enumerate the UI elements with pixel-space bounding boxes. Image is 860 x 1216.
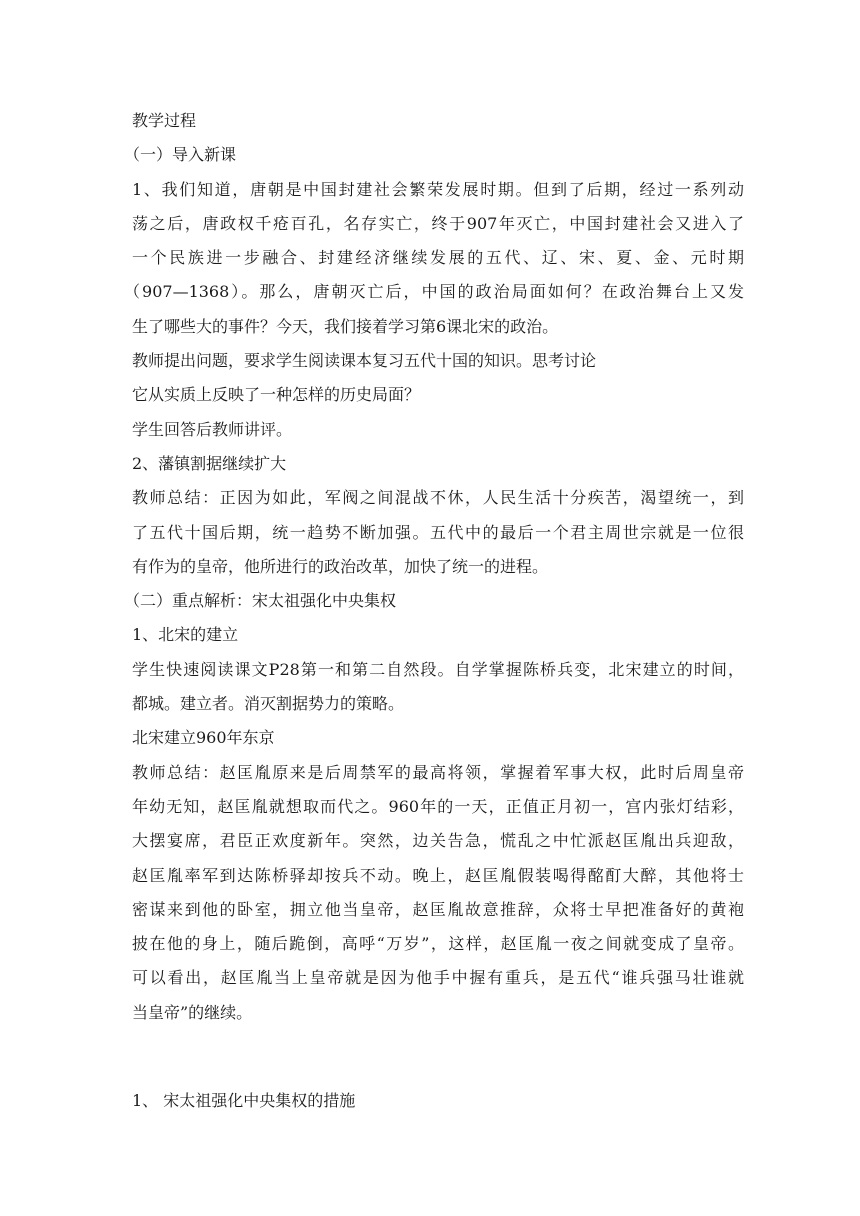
subheading-centralization-measures: 1、 宋太祖强化中央集权的措施 <box>132 1091 356 1111</box>
paragraph-line: 一个民族进一步融合、封建经济继续发展的五代、辽、宋、夏、金、元时期 <box>132 248 744 268</box>
section-heading-intro: （一）导入新课 <box>124 145 237 165</box>
paragraph-line: 生了哪些大的事件？今天，我们接着学习第6课北宋的政治。 <box>132 316 559 336</box>
paragraph-line: 有作为的皇帝，他所进行的政治改革，加快了统一的进程。 <box>132 556 549 576</box>
paragraph-line: 它从实质上反映了一种怎样的历史局面？ <box>132 385 421 405</box>
paragraph-line: 教师提出问题，要求学生阅读课本复习五代十国的知识。思考讨论 <box>132 351 597 371</box>
paragraph-line: 可以看出，赵匡胤当上皇帝就是因为他手中握有重兵，是五代“谁兵强马壮谁就 <box>132 968 744 988</box>
paragraph-line: 荡之后，唐政权千疮百孔，名存实亡，终于907年灭亡，中国封建社会又进入了 <box>132 213 744 233</box>
heading-teaching-process: 教学过程 <box>132 111 197 130</box>
paragraph-line: 都城。建立者。消灭割据势力的策略。 <box>132 694 405 714</box>
blank-line <box>132 1050 744 1084</box>
paragraph-line: 了五代十国后期，统一趋势不断加强。五代中的最后一个君主周世宗就是一位很 <box>132 522 744 542</box>
subheading-northern-song-founding: 1、北宋的建立 <box>132 625 239 645</box>
paragraph-line: 北宋建立960年东京 <box>132 728 275 748</box>
paragraph-line: 1、我们知道，唐朝是中国封建社会繁荣发展时期。但到了后期，经过一系列动 <box>132 179 744 199</box>
paragraph-line: （907—1368）。那么，唐朝灭亡后，中国的政治局面如何？在政治舞台上又发 <box>124 282 744 302</box>
subheading-fanzhen: 2、藩镇割据继续扩大 <box>132 453 287 473</box>
paragraph-line: 教师总结：正因为如此，军阀之间混战不休，人民生活十分疾苦，渴望统一，到 <box>132 488 744 508</box>
paragraph-line: 教师总结：赵匡胤原来是后周禁军的最高将领，掌握着军事大权，此时后周皇帝 <box>132 762 744 782</box>
paragraph-line: 密谋来到他的卧室，拥立他当皇帝，赵匡胤故意推辞，众将士早把准备好的黄袍 <box>132 899 744 919</box>
paragraph-line: 披在他的身上，随后跪倒，高呼“万岁”，这样，赵匡胤一夜之间就变成了皇帝。 <box>132 934 744 954</box>
paragraph-line: 赵匡胤率军到达陈桥驿却按兵不动。晚上，赵匡胤假装喝得酩酊大醉，其他将士 <box>132 865 744 885</box>
paragraph-line: 学生快速阅读课文P28第一和第二自然段。自学掌握陈桥兵变，北宋建立的时间， <box>132 659 744 679</box>
blank-line <box>132 1030 744 1050</box>
paragraph-line: 当皇帝”的继续。 <box>132 1002 253 1022</box>
document-body <box>124 104 744 1119</box>
paragraph-line: 大摆宴席，君臣正欢度新年。突然，边关告急，慌乱之中忙派赵匡胤出兵迎敌， <box>132 831 744 851</box>
section-heading-key-analysis: （二）重点解析：宋太祖强化中央集权 <box>124 591 397 611</box>
paragraph-line: 年幼无知，赵匡胤就想取而代之。960年的一天，正值正月初一，宫内张灯结彩， <box>132 796 744 816</box>
paragraph-line: 学生回答后教师讲评。 <box>132 419 293 439</box>
